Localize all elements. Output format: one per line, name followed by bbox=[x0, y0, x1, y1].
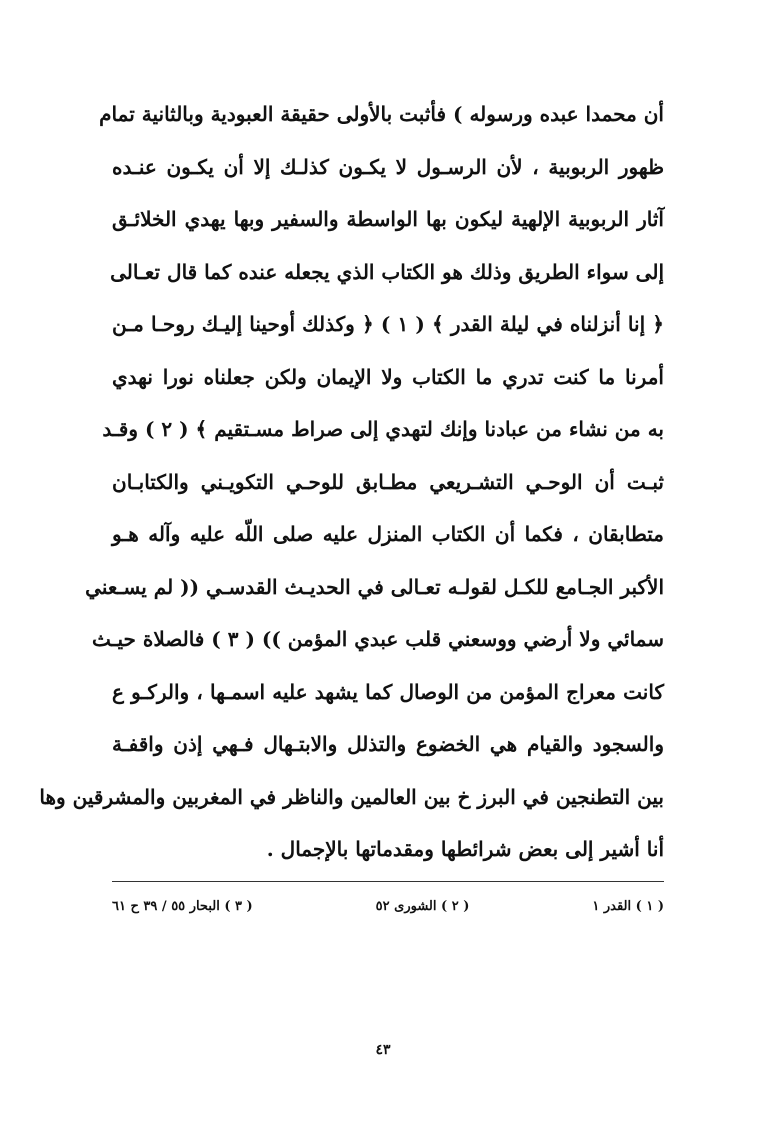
footnote-1: ( ١ ) القدر ١ bbox=[592, 899, 664, 914]
footnote-3: ( ٣ ) البحار ٥٥ / ٣٩ ح ٦١ bbox=[112, 899, 253, 914]
text-line: ﴿ إنا أنزلناه في ليلة القدر ﴾ ( ١ ) ﴿ وكذلك أوحينا إليـك روحـا مـن bbox=[112, 312, 664, 336]
text-line: أن محمدا عبده ورسوله ) فأثبت بالأولى حقيقة العبودية وبالثانية تمام bbox=[99, 102, 664, 126]
text-line: أمرنا ما كنت تدري ما الكتاب ولا الإيمان ولكن جعلناه نورا نهدي bbox=[112, 364, 664, 389]
footnote-divider bbox=[112, 881, 664, 882]
body-text bbox=[39, 88, 664, 876]
text-line: أنا أشير إلى بعض شرائطها ومقدماتها بالإجمال . bbox=[266, 837, 664, 861]
text-line: الأكبر الجـامع للكـل لقولـه تعـالى في الحديـث القدسـي (( لم يسـعني bbox=[85, 574, 664, 599]
text-line: كانت معراج المؤمن من الوصال كما يشهد عليه اسمـها ، والركـو ع bbox=[112, 679, 664, 704]
footnote-2: ( ٢ ) الشورى ٥٢ bbox=[375, 899, 470, 914]
text-line: به من نشاء من عبادنا وإنك لتهدي إلى صراط مسـتقيم ﴾ ( ٢ ) وقـد bbox=[102, 417, 664, 441]
text-line: ظهور الربوبية ، لأن الرسـول لا يكـون كذلـك إلا أن يكـون عنـده bbox=[112, 154, 664, 179]
text-line: آثار الربوبية الإلهية ليكون بها الواسطة والسفير وبها يهدي الخلائـق bbox=[112, 207, 664, 231]
text-line: إلى سواء الطريق وذلك هو الكتاب الذي يجعله عنده كما قال تعـالى bbox=[110, 259, 664, 284]
text-line: سمائي ولا أرضي ووسعني قلب عبدي المؤمن )) ( ٣ ) فالصلاة حيـث bbox=[91, 627, 664, 651]
page-number: ٤٣ bbox=[375, 1042, 391, 1058]
footnotes bbox=[112, 895, 664, 919]
text-line: متطابقان ، فكما أن الكتاب المنزل عليه صلى اللّه عليه وآله هـو bbox=[112, 522, 664, 546]
text-line: ثبـت أن الوحـي التشـريعي مطـابق للوحـي التكويـني والكتابـان bbox=[112, 469, 664, 494]
text-line: بين التطنجين في البرز خ بين العالمين والناظر في المغربين والمشرقين وها bbox=[39, 784, 664, 809]
text-line: والسجود والقيام هي الخضوع والتذلل والابتـهال فـهي إذن واقفـة bbox=[112, 732, 664, 756]
